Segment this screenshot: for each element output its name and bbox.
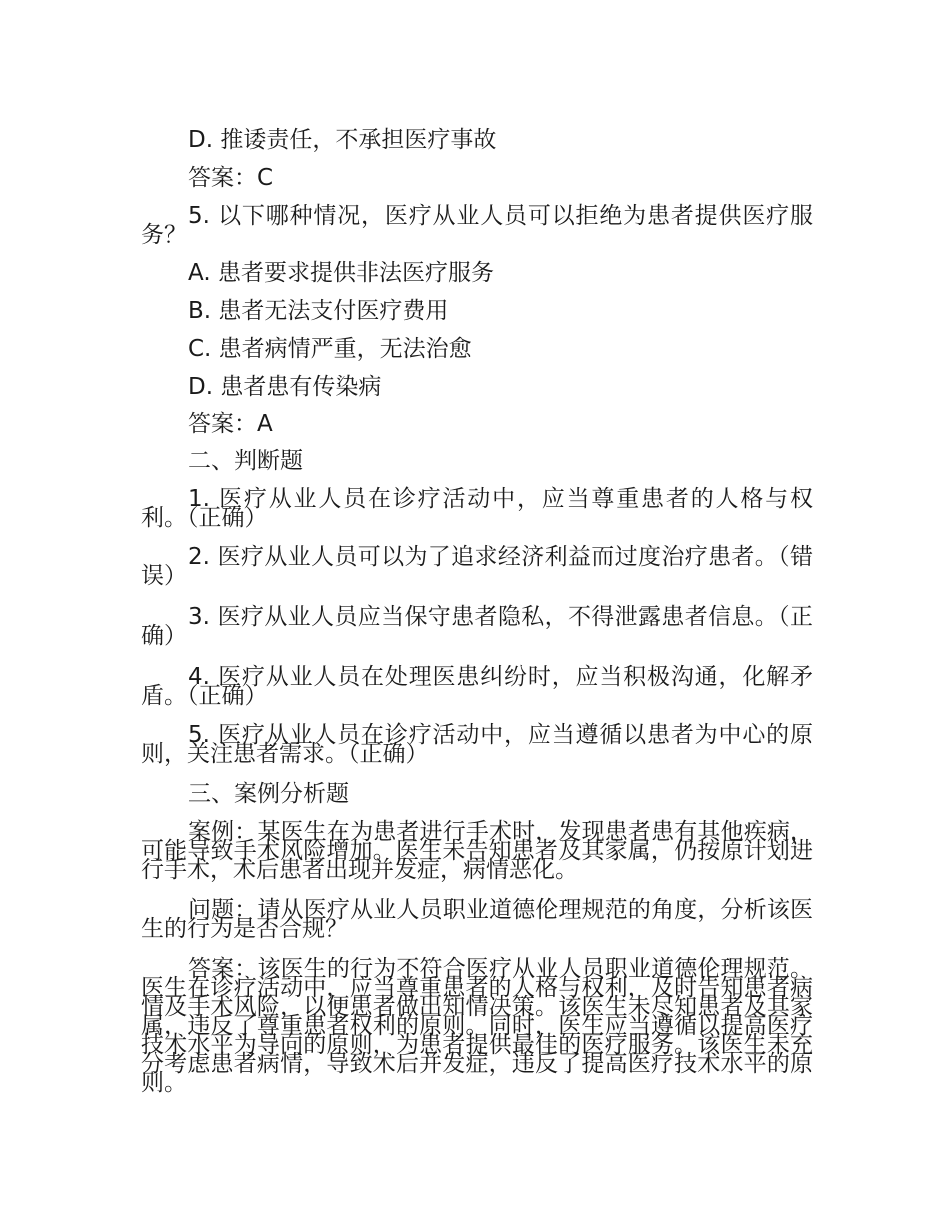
true-false-item-5: 5. 医疗从业人员在诊疗活动中，应当遵循以患者为中心的原则，关注患者需求。（正确） — [141, 722, 813, 767]
case-answer: 答案：该医生的行为不符合医疗从业人员职业道德伦理规范。医生在诊疗活动中，应当尊重患者的人格与权利，及时告知患者病情及手术风险，以便患者做出知情决策。该医生未尽知患者及其家属，违反了尊重患者权利的原则。同时，医生应当遵循以提高医疗技术水平为导向的原则，为患者提供最佳的医疗服务。该医生未充分考虑患者病情，导致术后并发症，违反了提高医疗技术水平的原则。 — [141, 956, 813, 1096]
true-false-item-2: 2. 医疗从业人员可以为了追求经济利益而过度治疗患者。（错误） — [141, 544, 813, 589]
true-false-item-4: 4. 医疗从业人员在处理医患纠纷时，应当积极沟通，化解矛盾。（正确） — [141, 664, 813, 709]
option-d-q4: D. 推诿责任，不承担医疗事故 — [188, 127, 497, 153]
true-false-item-1: 1. 医疗从业人员在诊疗活动中，应当尊重患者的人格与权利。（正确） — [141, 486, 813, 531]
option-b-q5: B. 患者无法支付医疗费用 — [188, 298, 449, 324]
true-false-item-3: 3. 医疗从业人员应当保守患者隐私，不得泄露患者信息。（正确） — [141, 604, 813, 649]
option-d-q5: D. 患者患有传染病 — [188, 374, 382, 400]
case-description: 案例：某医生在为患者进行手术时，发现患者患有其他疾病，可能导致手术风险增加。医生未告知患者及其家属，仍按原计划进行手术，术后患者出现并发症，病情恶化。 — [141, 819, 813, 883]
section-heading-true-false: 二、判断题 — [188, 448, 303, 474]
answer-q5: 答案：A — [188, 411, 273, 437]
section-heading-case-analysis: 三、案例分析题 — [188, 781, 349, 807]
question-5: 5. 以下哪种情况，医疗从业人员可以拒绝为患者提供医疗服务？ — [141, 203, 813, 248]
case-question: 问题：请从医疗从业人员职业道德伦理规范的角度，分析该医生的行为是否合规？ — [141, 897, 813, 942]
answer-q4: 答案：C — [188, 165, 274, 191]
option-c-q5: C. 患者病情严重，无法治愈 — [188, 336, 472, 362]
option-a-q5: A. 患者要求提供非法医疗服务 — [188, 260, 494, 286]
